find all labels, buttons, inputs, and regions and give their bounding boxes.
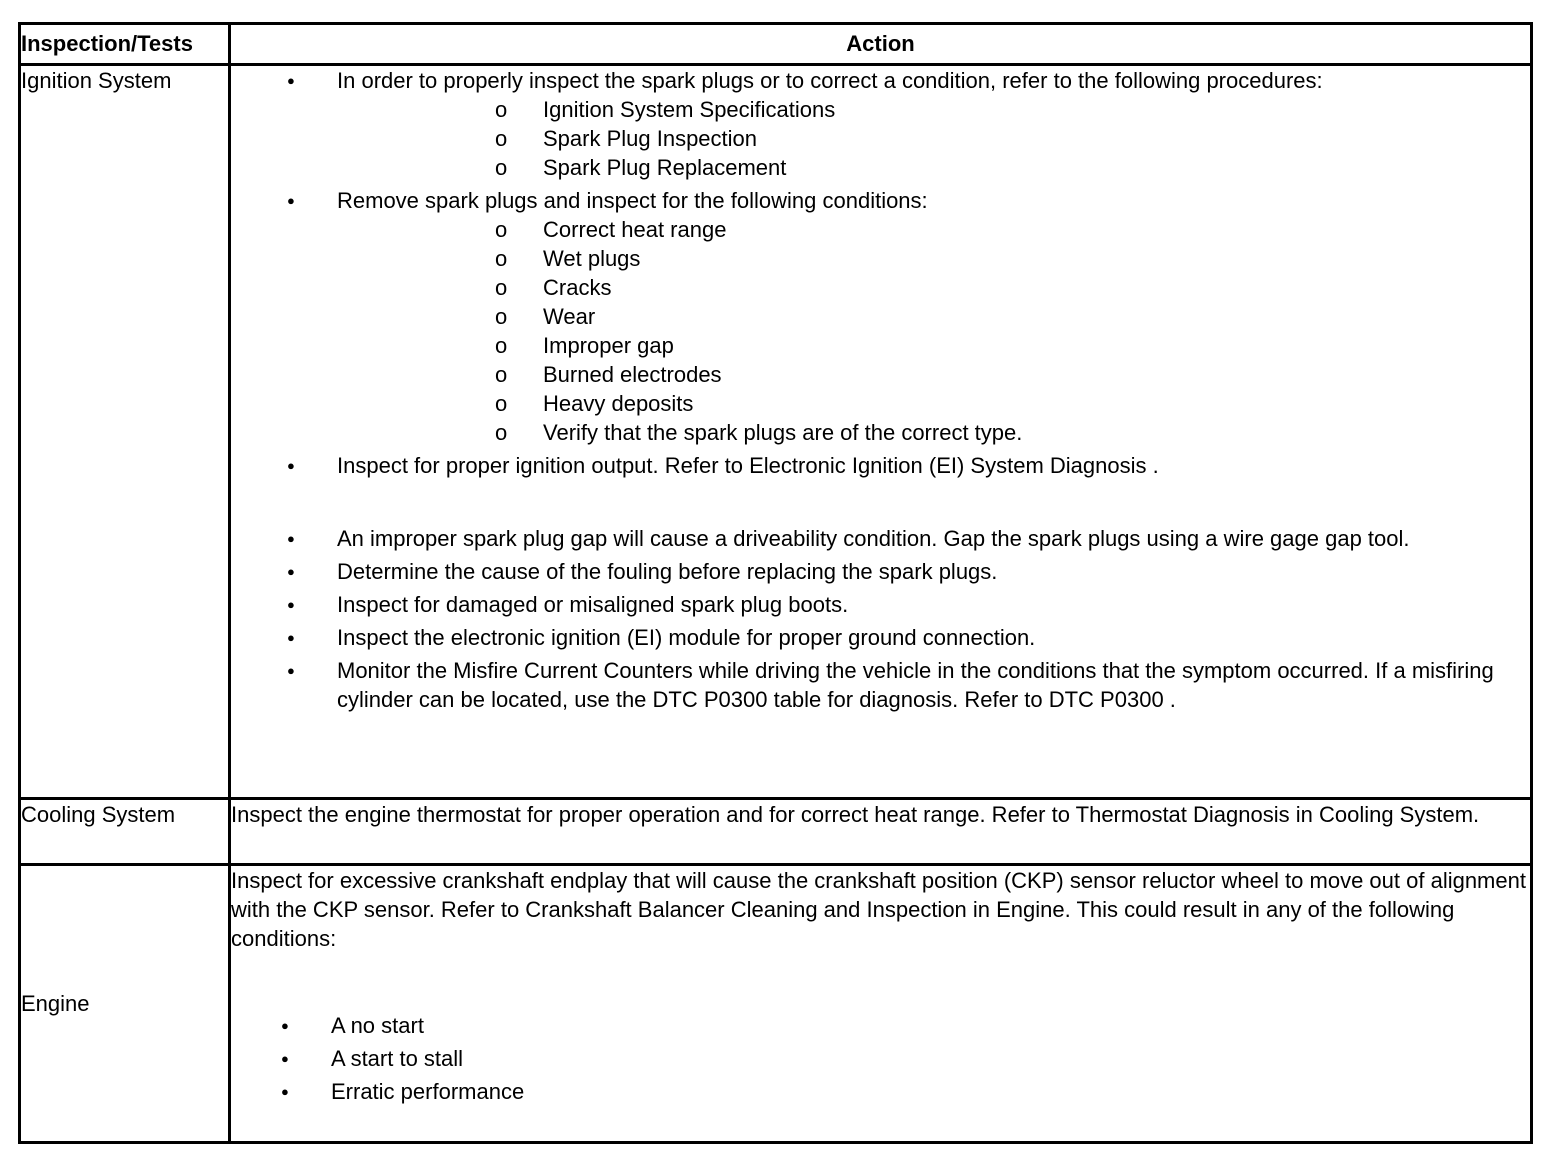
row-label-engine: Engine — [20, 865, 230, 1143]
action-ignition — [230, 65, 1532, 799]
row-cooling-system — [20, 799, 1532, 865]
row-ignition-system — [20, 65, 1532, 799]
header-inspection-tests: Inspection/Tests — [20, 24, 230, 65]
condition-item: ● Erratic performance — [225, 1077, 1530, 1106]
header-action: Action — [230, 24, 1532, 65]
inspection-table — [18, 22, 1533, 1144]
note-item: ● An improper spark plug gap will cause a driveability condition. Gap the spark plugs using a wire gage gap tool. — [231, 524, 1530, 553]
condition-item: ● A start to stall — [225, 1044, 1530, 1073]
row-label-ignition: Ignition System — [20, 65, 230, 799]
engine-text: Inspect for excessive crankshaft endplay that will cause the crankshaft position (CKP) sensor reluctor wheel to move out of alignment with the CKP sensor. Refer to Crankshaft Balancer Cleaning and Inspection in Engine. This could result in any of the following conditions: — [231, 868, 1526, 952]
sub-item: o Wear — [337, 302, 1530, 331]
sub-item: o Heavy deposits — [337, 389, 1530, 418]
row-label-cooling: Cooling System — [20, 799, 230, 865]
sub-item: o Burned electrodes — [337, 360, 1530, 389]
bullet-text: In order to properly inspect the spark plugs or to correct a condition, refer to the following procedures: — [337, 68, 1323, 94]
bullet-text: Inspect for proper ignition output. Refer to Electronic Ignition (EI) System Diagnosis . — [337, 453, 1159, 479]
sub-item: o Spark Plug Replacement — [337, 153, 1530, 182]
bullet-item — [231, 451, 1530, 480]
sub-item: o Improper gap — [337, 331, 1530, 360]
header-row — [20, 24, 1532, 65]
sub-item: o Cracks — [337, 273, 1530, 302]
sub-item: o Verify that the spark plugs are of the correct type. — [337, 418, 1530, 447]
sub-item: o Spark Plug Inspection — [337, 124, 1530, 153]
note-item: ● Inspect for damaged or misaligned spark plug boots. — [231, 590, 1530, 619]
bullet-item — [231, 186, 1530, 447]
note-item: ● Monitor the Misfire Current Counters while driving the vehicle in the conditions that the symptom occurred. If a misfiring cylinder can be located, use the DTC P0300 table for diagnosis. Refer to DTC P0300 . — [231, 656, 1530, 714]
bullet-text: Remove spark plugs and inspect for the following conditions: — [337, 188, 928, 214]
sub-item: o Wet plugs — [337, 244, 1530, 273]
condition-item: ● A no start — [225, 1011, 1530, 1040]
action-cooling: Inspect the engine thermostat for proper operation and for correct heat range. Refer to Thermostat Diagnosis in Cooling System. — [230, 799, 1532, 865]
sub-item: o Ignition System Specifications — [337, 95, 1530, 124]
row-engine — [20, 865, 1532, 1143]
note-item: ● Inspect the electronic ignition (EI) module for proper ground connection. — [231, 623, 1530, 652]
note-item: ● Determine the cause of the fouling before replacing the spark plugs. — [231, 557, 1530, 586]
bullet-item — [231, 66, 1530, 182]
sub-item: o Correct heat range — [337, 215, 1530, 244]
action-engine — [230, 865, 1532, 1143]
